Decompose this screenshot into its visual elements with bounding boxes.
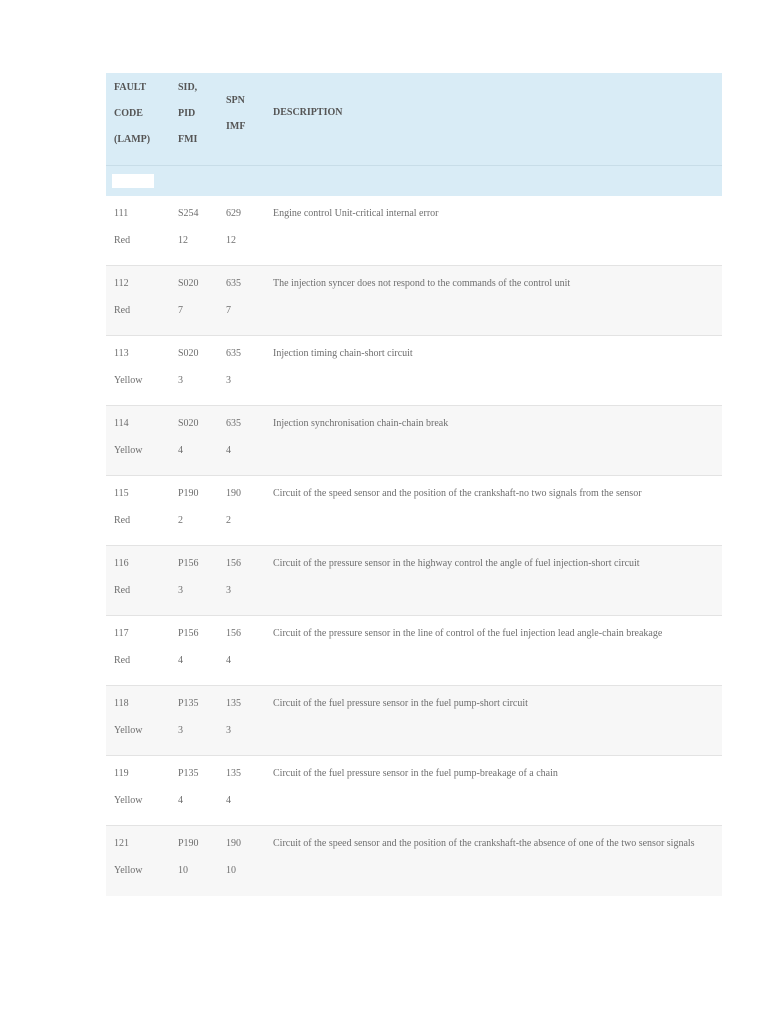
spn-cell	[226, 410, 241, 464]
spn-cell	[226, 480, 241, 534]
sid-cell-value: P190	[178, 838, 199, 849]
description-cell	[273, 340, 718, 367]
description-text: Circuit of the fuel pressure sensor in the fuel pump-short circuit	[273, 698, 528, 709]
spn-cell-value: 156	[226, 628, 241, 639]
spn-cell-value: 190	[226, 488, 241, 499]
description-cell	[273, 480, 718, 507]
header-fault-code-line: (LAMP)	[114, 134, 151, 145]
spn-cell-value: 635	[226, 418, 241, 429]
sid-cell-value: 4	[178, 445, 183, 456]
spn-cell-value: 10	[226, 865, 236, 876]
header-fault-code	[114, 75, 150, 153]
table-header	[106, 73, 722, 166]
header-sid-pid-fmi	[178, 75, 197, 153]
table-row	[106, 196, 722, 266]
fault-code-cell-value: Yellow	[114, 795, 143, 806]
fault-code-cell	[114, 200, 130, 254]
spn-cell-value: 635	[226, 278, 241, 289]
sid-cell	[178, 830, 199, 884]
table-row	[106, 546, 722, 616]
sid-cell-value: S020	[178, 278, 199, 289]
sid-cell	[178, 480, 199, 534]
header-spn-line: IMF	[226, 121, 246, 132]
sid-cell-value: 2	[178, 515, 183, 526]
fault-code-cell-value: 117	[114, 628, 129, 639]
sid-cell-value: S254	[178, 208, 199, 219]
header-spn-imf	[226, 88, 245, 140]
fault-code-cell-value: Yellow	[114, 445, 143, 456]
table-row	[106, 406, 722, 476]
sid-cell	[178, 690, 199, 744]
fault-code-cell-value: Red	[114, 305, 131, 316]
fault-code-cell	[114, 410, 142, 464]
spn-cell	[226, 200, 241, 254]
fault-code-cell-value: Red	[114, 655, 131, 666]
fault-code-cell-value: 116	[114, 558, 129, 569]
description-cell	[273, 410, 718, 437]
spn-cell	[226, 690, 241, 744]
description-text: Injection synchronisation chain-chain break	[273, 418, 449, 429]
spn-cell-value: 135	[226, 698, 241, 709]
table-row	[106, 336, 722, 406]
fault-code-cell-value: Red	[114, 235, 131, 246]
spn-cell	[226, 550, 241, 604]
spn-cell-value: 2	[226, 515, 231, 526]
description-cell	[273, 200, 718, 227]
header-fault-code-line: FAULT	[114, 82, 147, 93]
fault-code-cell	[114, 480, 130, 534]
spn-cell-value: 3	[226, 725, 231, 736]
description-text: Circuit of the pressure sensor in the line of control of the fuel injection lead angle-chain breakage	[273, 628, 663, 639]
description-text: Circuit of the fuel pressure sensor in the fuel pump-breakage of a chain	[273, 768, 558, 779]
spn-cell	[226, 620, 241, 674]
spn-cell-value: 4	[226, 795, 231, 806]
fault-code-cell	[114, 690, 142, 744]
sid-cell-value: 3	[178, 585, 183, 596]
sid-cell-value: 12	[178, 235, 188, 246]
description-text: Circuit of the speed sensor and the position of the crankshaft-the absence of one of the two sensor signals	[273, 838, 695, 849]
table-row	[106, 266, 722, 336]
spn-cell-value: 12	[226, 235, 236, 246]
spn-cell-value: 3	[226, 585, 231, 596]
sid-cell	[178, 620, 199, 674]
fault-code-cell-value: Yellow	[114, 375, 143, 386]
fault-code-cell-value: 119	[114, 768, 129, 779]
fault-code-cell	[114, 340, 142, 394]
fault-code-cell-value: Yellow	[114, 865, 143, 876]
fault-code-cell-value: 121	[114, 838, 129, 849]
sid-cell	[178, 760, 199, 814]
sid-cell	[178, 270, 199, 324]
spn-cell-value: 4	[226, 445, 231, 456]
spn-cell-value: 3	[226, 375, 231, 386]
spn-cell	[226, 830, 241, 884]
description-text: Circuit of the speed sensor and the position of the crankshaft-no two signals from the sensor	[273, 488, 642, 499]
sid-cell-value: 3	[178, 725, 183, 736]
description-text: The injection syncer does not respond to the commands of the control unit	[273, 278, 571, 289]
header-subrow	[106, 166, 722, 196]
header-sid-line: PID	[178, 108, 196, 119]
header-swatch	[112, 174, 154, 188]
fault-code-table	[106, 73, 722, 896]
spn-cell	[226, 760, 241, 814]
fault-code-cell-value: Yellow	[114, 725, 143, 736]
spn-cell-value: 4	[226, 655, 231, 666]
sid-cell-value: S020	[178, 418, 199, 429]
table-row	[106, 476, 722, 546]
fault-code-cell-value: Red	[114, 515, 131, 526]
description-cell	[273, 830, 718, 857]
header-description-label: DESCRIPTION	[273, 107, 343, 118]
table-row	[106, 756, 722, 826]
sid-cell-value: P156	[178, 558, 199, 569]
fault-code-cell	[114, 760, 142, 814]
sid-cell	[178, 550, 199, 604]
description-cell	[273, 550, 718, 577]
spn-cell-value: 635	[226, 348, 241, 359]
spn-cell	[226, 270, 241, 324]
spn-cell-value: 7	[226, 305, 231, 316]
sid-cell-value: P135	[178, 768, 199, 779]
fault-code-cell-value: 118	[114, 698, 129, 709]
table-row	[106, 826, 722, 896]
description-text: Engine control Unit-critical internal error	[273, 208, 439, 219]
header-sid-line: FMI	[178, 134, 198, 145]
spn-cell-value: 135	[226, 768, 241, 779]
sid-cell	[178, 340, 199, 394]
description-text: Injection timing chain-short circuit	[273, 348, 413, 359]
description-cell	[273, 270, 718, 297]
header-spn-line: SPN	[226, 95, 245, 106]
spn-cell	[226, 340, 241, 394]
fault-code-cell-value: Red	[114, 585, 131, 596]
fault-code-cell	[114, 830, 142, 884]
fault-code-cell	[114, 270, 130, 324]
spn-cell-value: 190	[226, 838, 241, 849]
fault-code-cell-value: 111	[114, 208, 129, 219]
description-text: Circuit of the pressure sensor in the highway control the angle of fuel injection-short circuit	[273, 558, 640, 569]
header-description	[273, 100, 342, 126]
header-fault-code-line: CODE	[114, 108, 143, 119]
table-body	[106, 196, 722, 896]
sid-cell-value: 4	[178, 655, 183, 666]
table-row	[106, 686, 722, 756]
header-sid-line: SID,	[178, 82, 198, 93]
sid-cell	[178, 200, 199, 254]
fault-code-cell	[114, 620, 130, 674]
fault-code-cell-value: 115	[114, 488, 129, 499]
spn-cell-value: 156	[226, 558, 241, 569]
spn-cell-value: 629	[226, 208, 241, 219]
sid-cell-value: 3	[178, 375, 183, 386]
table-row	[106, 616, 722, 686]
fault-code-cell	[114, 550, 130, 604]
fault-code-cell-value: 113	[114, 348, 129, 359]
sid-cell-value: P135	[178, 698, 199, 709]
sid-cell-value: 10	[178, 865, 188, 876]
sid-cell	[178, 410, 199, 464]
fault-code-cell-value: 112	[114, 278, 129, 289]
sid-cell-value: 4	[178, 795, 183, 806]
sid-cell-value: 7	[178, 305, 183, 316]
sid-cell-value: S020	[178, 348, 199, 359]
description-cell	[273, 620, 718, 647]
description-cell	[273, 690, 718, 717]
description-cell	[273, 760, 718, 787]
sid-cell-value: P156	[178, 628, 199, 639]
fault-code-cell-value: 114	[114, 418, 129, 429]
sid-cell-value: P190	[178, 488, 199, 499]
